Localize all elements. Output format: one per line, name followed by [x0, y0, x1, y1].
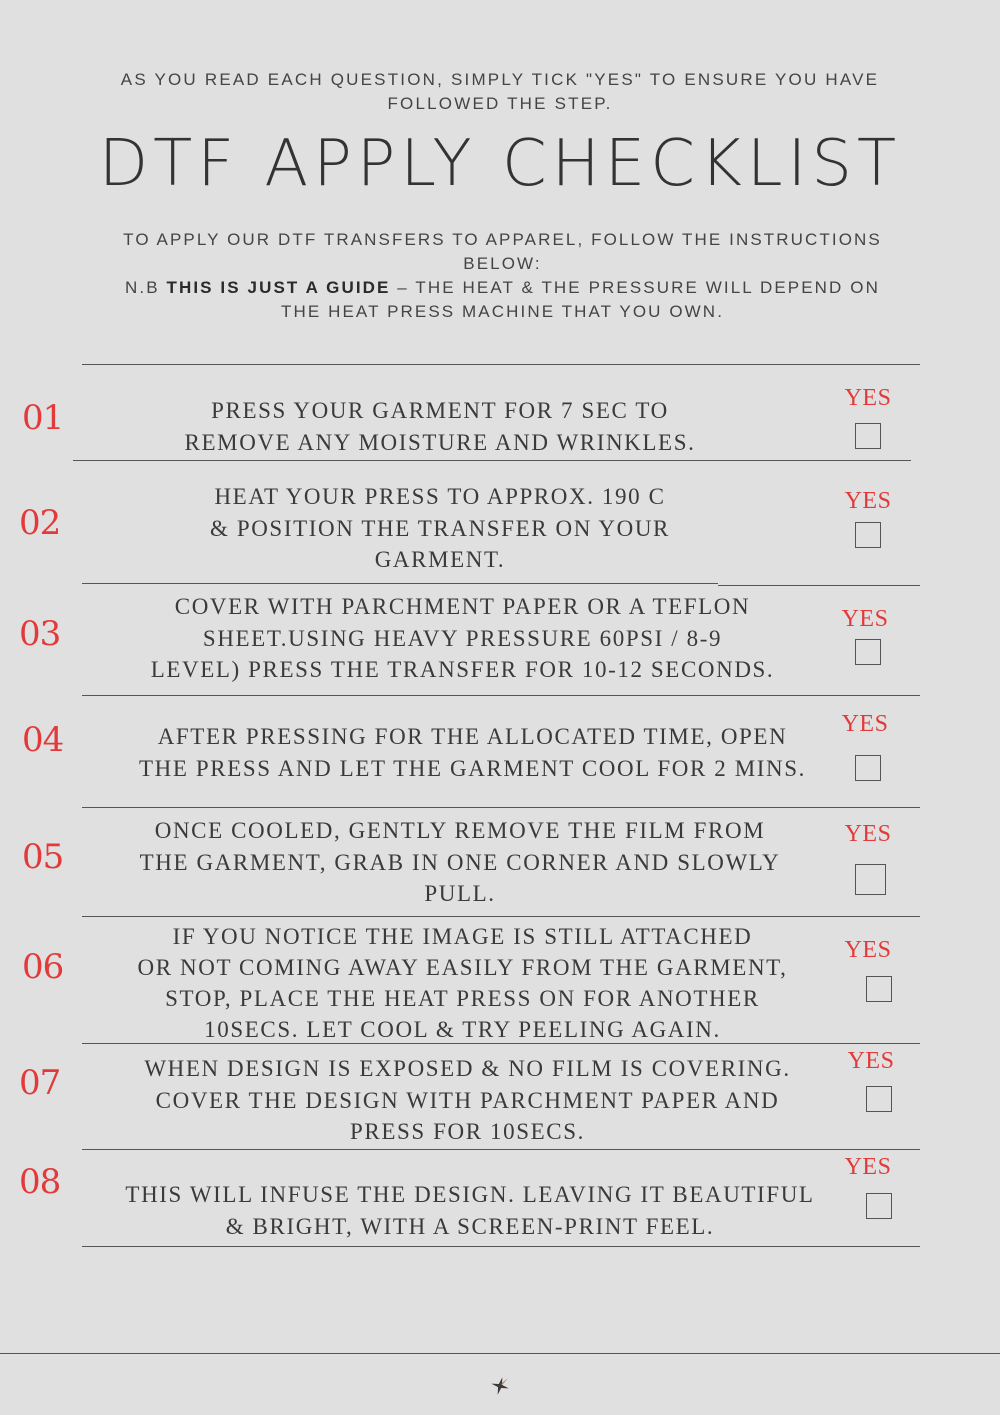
step-line: REMOVE ANY MOISTURE AND WRINKLES.	[184, 429, 696, 455]
divider-4	[82, 807, 920, 808]
instructions-line-4: THE HEAT PRESS MACHINE THAT YOU OWN.	[280, 302, 725, 321]
intro-line-1: AS YOU READ EACH QUESTION, SIMPLY TICK "YES" TO ENSURE YOU HAVE	[120, 70, 880, 89]
step-number: 06	[22, 947, 64, 987]
page-title: DTF APPLY CHECKLIST	[98, 127, 902, 201]
yes-checkbox[interactable]	[855, 639, 881, 665]
divider-1	[73, 460, 911, 461]
step-line: & BRIGHT, WITH A SCREEN-PRINT FEEL.	[225, 1213, 715, 1239]
yes-label: YES	[844, 385, 892, 411]
yes-label: YES	[844, 937, 892, 963]
step-line: GARMENT.	[374, 547, 506, 572]
step-line: HEAT YOUR PRESS TO APPROX. 190 C	[214, 484, 666, 509]
yes-checkbox[interactable]	[866, 1086, 892, 1112]
divider-5	[82, 916, 920, 917]
nb-rest: – THE HEAT & THE PRESSURE WILL DEPEND ON	[390, 278, 880, 297]
yes-label: YES	[844, 488, 892, 514]
divider-3	[82, 695, 920, 696]
step-text	[60, 481, 820, 576]
yes-checkbox[interactable]	[855, 755, 881, 781]
step-number: 07	[19, 1063, 61, 1103]
nb-prefix: N.B	[125, 278, 167, 297]
step-line: STOP, PLACE THE HEAT PRESS ON FOR ANOTHER	[165, 986, 760, 1011]
step-text	[80, 815, 840, 910]
yes-checkbox[interactable]	[855, 522, 881, 548]
step-number: 03	[19, 614, 61, 654]
nb-line	[80, 276, 925, 300]
step-line: ONCE COOLED, GENTLY REMOVE THE FILM FROM	[154, 818, 766, 843]
instructions-line-1: TO APPLY OUR DTF TRANSFERS TO APPAREL, FOLLOW THE INSTRUCTIONS	[123, 230, 882, 249]
step-number: 02	[19, 503, 61, 543]
step-line: PRESS YOUR GARMENT FOR 7 SEC TO	[211, 398, 669, 423]
step-number: 04	[22, 720, 64, 760]
step-line: OR NOT COMING AWAY EASILY FROM THE GARMENT,	[137, 955, 788, 980]
step-text	[85, 1179, 855, 1242]
yes-label: YES	[841, 711, 889, 737]
step-line: THIS WILL INFUSE THE DESIGN. LEAVING IT BEAUTIFUL	[125, 1182, 815, 1207]
yes-checkbox[interactable]	[855, 864, 886, 895]
divider-8	[82, 1246, 920, 1247]
step-line: COVER WITH PARCHMENT PAPER OR A TEFLON	[174, 594, 751, 619]
footer-divider	[0, 1353, 1000, 1354]
step-line: PRESS FOR 10SECS.	[350, 1119, 585, 1144]
yes-label: YES	[847, 1048, 895, 1074]
step-line: IF YOU NOTICE THE IMAGE IS STILL ATTACHED	[172, 924, 753, 949]
step-number: 05	[22, 837, 64, 877]
divider-top	[82, 364, 920, 365]
step-number: 08	[19, 1162, 61, 1202]
step-text	[90, 721, 855, 784]
step-line: THE PRESS AND LET THE GARMENT COOL FOR 2 MINS.	[139, 755, 806, 781]
four-point-star-icon	[488, 1374, 512, 1398]
step-text	[60, 395, 820, 458]
step-number: 01	[22, 398, 64, 438]
divider-7	[82, 1149, 920, 1150]
yes-label: YES	[844, 1154, 892, 1180]
divider-2b	[718, 585, 920, 586]
intro-text	[80, 68, 920, 116]
step-line: PULL.	[424, 881, 496, 906]
nb-bold: THIS IS JUST A GUIDE	[166, 278, 391, 297]
instructions-line-2: BELOW:	[463, 254, 542, 273]
step-line: LEVEL) PRESS THE TRANSFER FOR 10-12 SECONDS.	[150, 657, 775, 682]
step-text	[80, 921, 845, 1045]
yes-label: YES	[841, 606, 889, 632]
instructions-text	[80, 228, 925, 324]
yes-checkbox[interactable]	[866, 976, 892, 1002]
step-line: COVER THE DESIGN WITH PARCHMENT PAPER AND	[155, 1087, 780, 1113]
step-line: SHEET.USING HEAVY PRESSURE 60PSI / 8-9	[202, 625, 723, 651]
step-text	[85, 1053, 850, 1148]
step-text	[80, 591, 845, 686]
intro-line-2: FOLLOWED THE STEP.	[387, 94, 613, 113]
step-line: 10SECS. LET COOL & TRY PEELING AGAIN.	[204, 1017, 721, 1042]
step-line: AFTER PRESSING FOR THE ALLOCATED TIME, OPEN	[157, 724, 788, 749]
step-line: THE GARMENT, GRAB IN ONE CORNER AND SLOWLY	[139, 849, 781, 875]
divider-2	[82, 583, 718, 584]
step-line: WHEN DESIGN IS EXPOSED & NO FILM IS COVERING.	[144, 1056, 791, 1081]
yes-checkbox[interactable]	[866, 1193, 892, 1219]
yes-label: YES	[844, 821, 892, 847]
yes-checkbox[interactable]	[855, 423, 881, 449]
step-line: & POSITION THE TRANSFER ON YOUR	[209, 515, 671, 541]
